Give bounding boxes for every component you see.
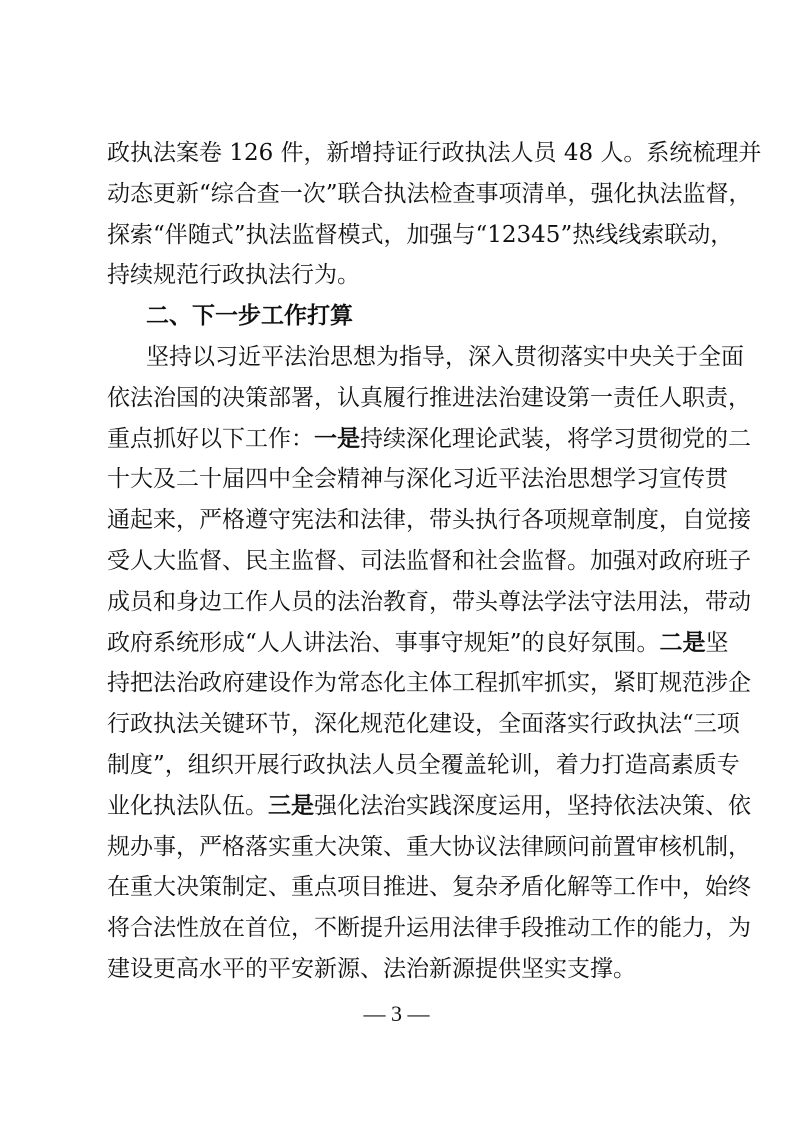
emphasis-second: 二是: [659, 630, 706, 656]
text-line: 规办事，严格落实重大决策、重大协议法律顾问前置审核机制，: [107, 834, 751, 860]
text-line: [107, 786, 751, 826]
emphasis-third: 三是: [268, 793, 314, 819]
text-line: 持把法治政府建设作为常态化主体工程抓牢抓实，紧盯规范涉企: [107, 670, 751, 696]
text-run: 坚: [705, 630, 729, 656]
text-line: [107, 419, 751, 459]
text-run: 持续深化理论武装，将学习贯彻党的二: [360, 426, 751, 452]
text-line: 坚持以习近平法治思想为指导，深入贯彻落实中央关于全面: [146, 344, 744, 370]
text-line: 将合法性放在首位，不断提升运用法律手段推动工作的能力，为: [107, 915, 751, 941]
text-line: 建设更高水平的平安新源、法治新源提供坚实支撑。: [107, 956, 636, 982]
text-line: 制度”，组织开展行政执法人员全覆盖轮训，着力打造高素质专: [107, 752, 740, 778]
text-line: 政执法案卷 126 件，新增持证行政执法人员 48 人。系统梳理并: [107, 140, 762, 166]
emphasis-first: 一是: [314, 426, 360, 452]
text-run: 强化法治实践深度运用，坚持依法决策、依: [314, 793, 751, 819]
text-line: 在重大决策制定、重点项目推进、复杂矛盾化解等工作中，始终: [107, 874, 751, 900]
text-line: 成员和身边工作人员的法治教育，带头尊法学法守法用法，带动: [107, 589, 751, 615]
text-line: 探索“伴随式”执法监督模式，加强与“12345”热线线索联动，: [107, 222, 734, 248]
text-line: 依法治国的决策部署，认真履行推进法治建设第一责任人职责，: [107, 385, 751, 411]
text-line: 通起来，严格遵守宪法和法律，带头执行各项规章制度，自觉接: [107, 507, 751, 533]
text-line: 十大及二十届四中全会精神与深化习近平法治思想学习宣传贯: [107, 466, 728, 492]
section-heading: 二、下一步工作打算: [146, 303, 353, 329]
text-run: 政府系统形成“人人讲法治、事事守规矩”的良好氛围。: [107, 630, 660, 656]
text-line: 动态更新“综合查一次”联合执法检查事项清单，强化执法监督，: [107, 181, 752, 207]
text-run: 重点抓好以下工作：: [107, 426, 314, 452]
text-line: [107, 623, 729, 663]
text-line: 受人大监督、民主监督、司法监督和社会监督。加强对政府班子: [107, 548, 751, 574]
text-line: 行政执法关键环节，深化规范化建设，全面落实行政执法“三项: [107, 711, 740, 737]
text-line: 持续规范行政执法行为。: [107, 262, 360, 288]
page-number: — 3 —: [363, 1001, 430, 1026]
text-run: 业化执法队伍。: [107, 793, 268, 819]
